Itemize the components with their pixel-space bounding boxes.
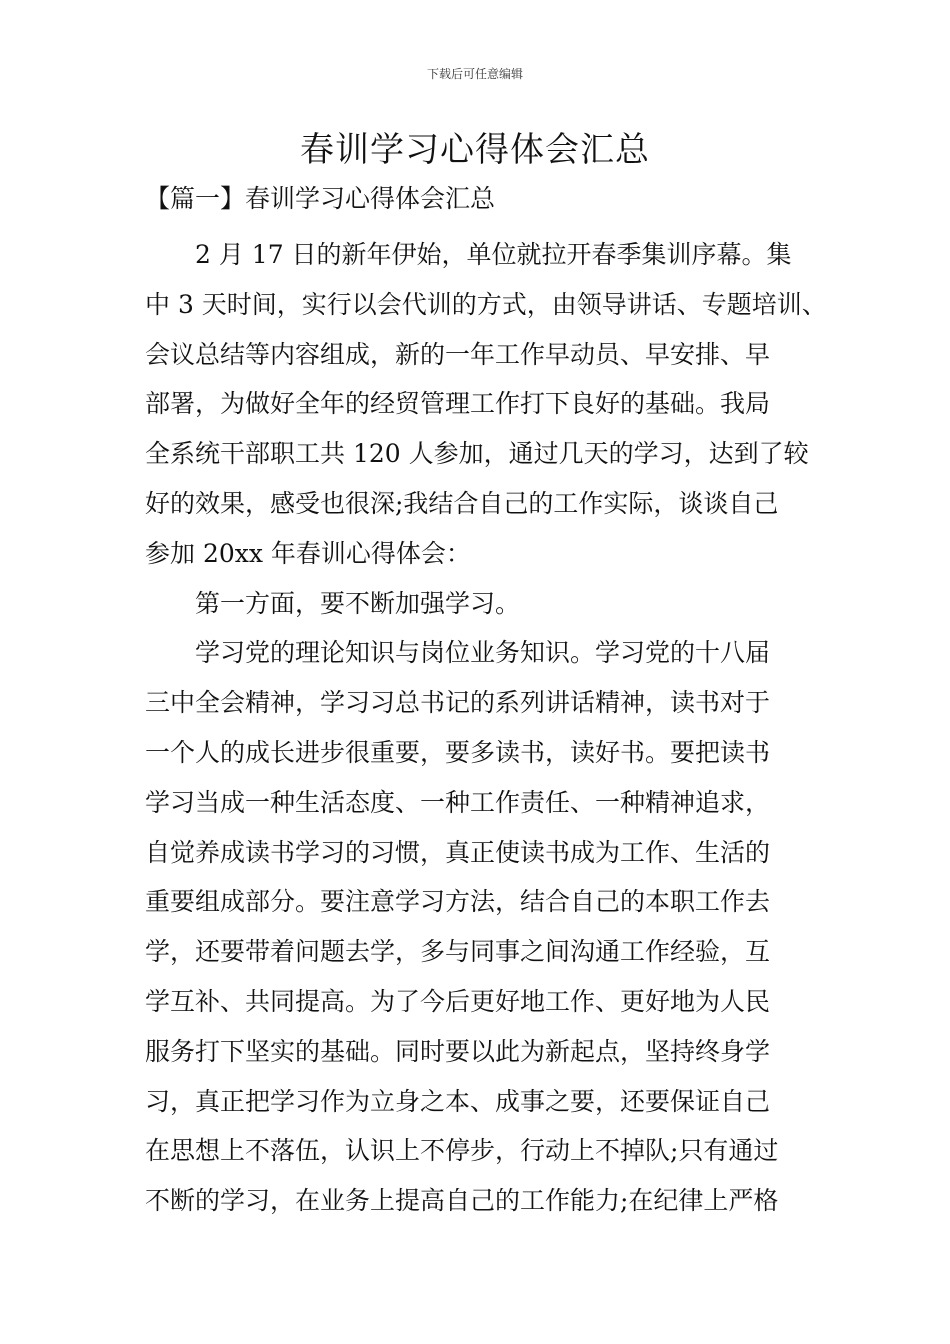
text-line: 参加 20xx 年春训心得体会： xyxy=(145,538,471,568)
text-line: 服务打下坚实的基础。同时要以此为新起点，坚持终身学 xyxy=(145,1036,771,1066)
text-line: 好的效果，感受也很深;我结合自己的工作实际，谈谈自己 xyxy=(145,488,779,518)
text-line: 中 3 天时间，实行以会代训的方式，由领导讲话、专题培训、 xyxy=(145,289,827,319)
document-title: 春训学习心得体会汇总 xyxy=(300,130,650,170)
text-line: 习，真正把学习作为立身之本、成事之要，还要保证自己 xyxy=(145,1086,771,1116)
text-line: 全系统干部职工共 120 人参加，通过几天的学习，达到了较 xyxy=(145,439,809,469)
text-line: 学习当成一种生活态度、一种工作责任、一种精神追求， xyxy=(145,787,771,817)
body-text xyxy=(145,230,827,1226)
text-line: 第一方面，要不断加强学习。 xyxy=(145,588,521,618)
section-heading: 【篇一】春训学习心得体会汇总 xyxy=(145,184,496,213)
text-line: 在思想上不落伍，认识上不停步，行动上不掉队;只有通过 xyxy=(145,1136,779,1166)
header-note: 下载后可任意编辑 xyxy=(426,67,523,81)
text-line: 自觉养成读书学习的习惯，真正使读书成为工作、生活的 xyxy=(145,837,771,867)
text-line: 学习党的理论知识与岗位业务知识。学习党的十八届 xyxy=(145,638,771,668)
text-line: 学互补、共同提高。为了今后更好地工作、更好地为人民 xyxy=(145,986,771,1016)
text-line: 三中全会精神，学习习总书记的系列讲话精神，读书对于 xyxy=(145,688,771,718)
text-line: 重要组成部分。要注意学习方法，结合自己的本职工作去 xyxy=(145,887,771,917)
text-line: 不断的学习，在业务上提高自己的工作能力;在纪律上严格 xyxy=(145,1186,779,1216)
text-line: 一个人的成长进步很重要，要多读书，读好书。要把读书 xyxy=(145,737,771,767)
text-line: 2 月 17 日的新年伊始，单位就拉开春季集训序幕。集 xyxy=(145,240,792,269)
text-line: 部署，为做好全年的经贸管理工作打下良好的基础。我局 xyxy=(145,389,771,419)
text-line: 学，还要带着问题去学，多与同事之间沟通工作经验，互 xyxy=(145,937,771,967)
text-line: 会议总结等内容组成，新的一年工作早动员、早安排、早 xyxy=(145,339,771,369)
